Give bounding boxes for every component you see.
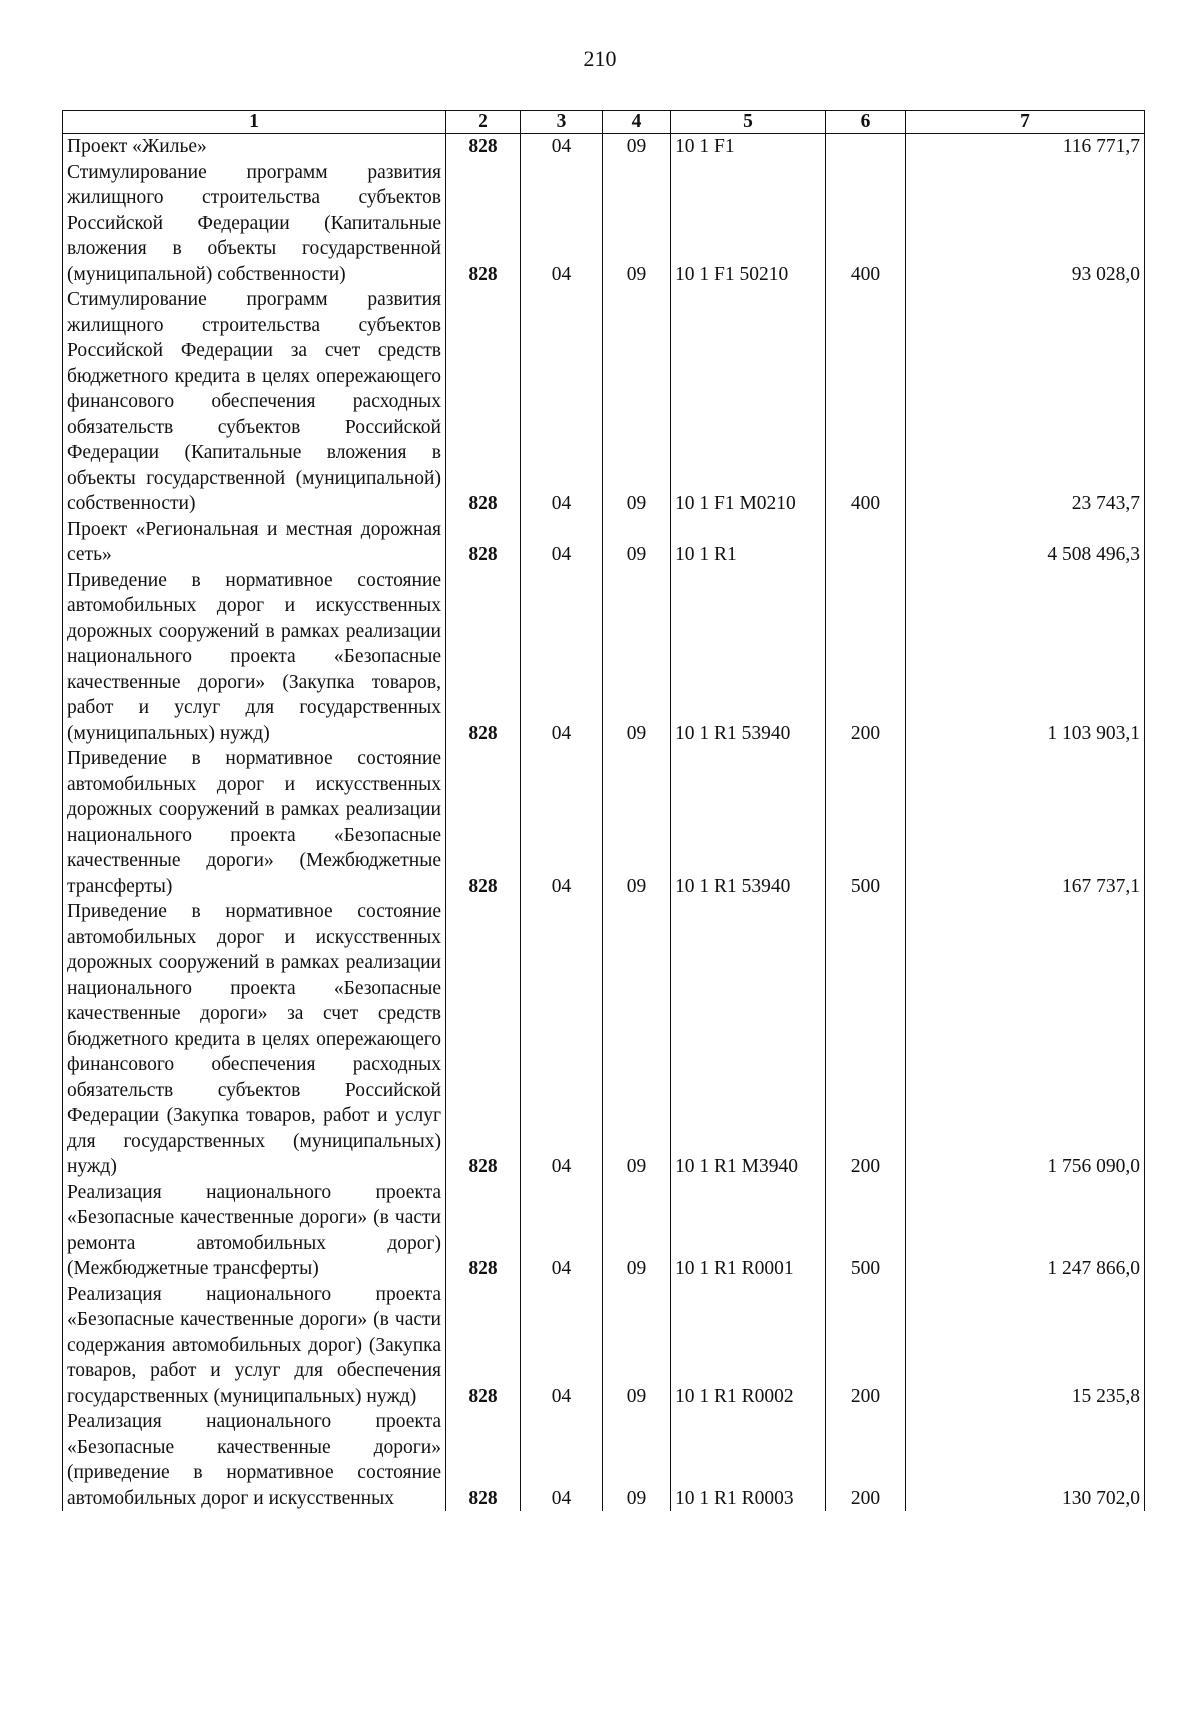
cell-amount: 130 702,0 (906, 1409, 1145, 1511)
cell-subsection: 09 (603, 1282, 671, 1410)
cell-ministry-code: 828 (446, 134, 521, 160)
cell-amount: 23 743,7 (906, 287, 1145, 517)
row-name: Стимулирование программ развития жилищного строительства субъектов Российской Федерации за счет средств бюджетного кредита в целях опережающего финансового обеспечения расходных обязательств субъектов Российской Федерации (Капитальные вложения в объекты государственной (муниципальной) собственности) (63, 287, 446, 517)
cell-ministry-code: 828 (446, 287, 521, 517)
cell-subsection: 09 (603, 746, 671, 899)
table-row (63, 1282, 1145, 1410)
cell-expense-type: 500 (826, 746, 906, 899)
table-row (63, 746, 1145, 899)
cell-expense-type: 400 (826, 160, 906, 288)
row-name: Реализация национального проекта «Безопасные качественные дороги» (приведение в нормативное состояние автомобильных дорог и искусственных (63, 1409, 446, 1511)
page-number: 210 (583, 46, 617, 71)
cell-section: 04 (521, 1180, 603, 1282)
row-name: Проект «Региональная и местная дорожная сеть» (63, 517, 446, 568)
cell-ministry-code: 828 (446, 160, 521, 288)
cell-target-article: 10 1 R1 R0002 (671, 1282, 826, 1410)
cell-amount: 4 508 496,3 (906, 517, 1145, 568)
cell-expense-type: 200 (826, 899, 906, 1180)
cell-expense-type: 200 (826, 568, 906, 747)
cell-section: 04 (521, 899, 603, 1180)
column-header: 7 (906, 111, 1145, 134)
cell-ministry-code: 828 (446, 746, 521, 899)
row-name: Приведение в нормативное состояние автомобильных дорог и искусственных дорожных сооружений в рамках реализации национального проекта «Безопасные качественные дороги» (Межбюджетные трансферты) (63, 746, 446, 899)
cell-target-article: 10 1 F1 50210 (671, 160, 826, 288)
cell-subsection: 09 (603, 568, 671, 747)
cell-subsection: 09 (603, 517, 671, 568)
cell-amount: 1 756 090,0 (906, 899, 1145, 1180)
table-row (63, 287, 1145, 517)
cell-section: 04 (521, 746, 603, 899)
cell-expense-type (826, 517, 906, 568)
table-row (63, 134, 1145, 160)
cell-subsection: 09 (603, 160, 671, 288)
cell-amount: 167 737,1 (906, 746, 1145, 899)
row-name: Реализация национального проекта «Безопасные качественные дороги» (в части ремонта автомобильных дорог) (Межбюджетные трансферты) (63, 1180, 446, 1282)
cell-subsection: 09 (603, 287, 671, 517)
cell-section: 04 (521, 134, 603, 160)
column-header: 4 (603, 111, 671, 134)
table-row (63, 899, 1145, 1180)
column-header: 6 (826, 111, 906, 134)
cell-subsection: 09 (603, 899, 671, 1180)
cell-ministry-code: 828 (446, 517, 521, 568)
cell-target-article: 10 1 R1 M3940 (671, 899, 826, 1180)
cell-target-article: 10 1 R1 R0003 (671, 1409, 826, 1511)
column-header: 1 (63, 111, 446, 134)
cell-section: 04 (521, 517, 603, 568)
cell-section: 04 (521, 160, 603, 288)
cell-section: 04 (521, 568, 603, 747)
cell-amount: 93 028,0 (906, 160, 1145, 288)
row-name: Стимулирование программ развития жилищного строительства субъектов Российской Федерации (Капитальные вложения в объекты государственной (муниципальной) собственности) (63, 160, 446, 288)
cell-amount: 1 247 866,0 (906, 1180, 1145, 1282)
cell-ministry-code: 828 (446, 568, 521, 747)
cell-section: 04 (521, 287, 603, 517)
column-header: 2 (446, 111, 521, 134)
row-name: Приведение в нормативное состояние автомобильных дорог и искусственных дорожных сооружений в рамках реализации национального проекта «Безопасные качественные дороги» за счет средств бюджетного кредита в целях опережающего финансового обеспечения расходных обязательств субъектов Российской Федерации (Закупка товаров, работ и услуг для государственных (муниципальных) нужд) (63, 899, 446, 1180)
column-header: 3 (521, 111, 603, 134)
cell-expense-type: 500 (826, 1180, 906, 1282)
cell-target-article: 10 1 R1 53940 (671, 568, 826, 747)
cell-subsection: 09 (603, 134, 671, 160)
budget-table (62, 110, 1145, 1511)
cell-subsection: 09 (603, 1180, 671, 1282)
cell-target-article: 10 1 R1 (671, 517, 826, 568)
cell-amount: 116 771,7 (906, 134, 1145, 160)
cell-ministry-code: 828 (446, 1180, 521, 1282)
cell-target-article: 10 1 F1 M0210 (671, 287, 826, 517)
cell-target-article: 10 1 R1 53940 (671, 746, 826, 899)
cell-expense-type: 400 (826, 287, 906, 517)
cell-expense-type: 200 (826, 1409, 906, 1511)
table-row (63, 160, 1145, 288)
cell-amount: 1 103 903,1 (906, 568, 1145, 747)
column-header: 5 (671, 111, 826, 134)
cell-subsection: 09 (603, 1409, 671, 1511)
cell-ministry-code: 828 (446, 899, 521, 1180)
cell-target-article: 10 1 R1 R0001 (671, 1180, 826, 1282)
cell-section: 04 (521, 1282, 603, 1410)
cell-section: 04 (521, 1409, 603, 1511)
row-name: Реализация национального проекта «Безопасные качественные дороги» (в части содержания автомобильных дорог) (Закупка товаров, работ и услуг для обеспечения государственных (муниципальных) нужд) (63, 1282, 446, 1410)
cell-amount: 15 235,8 (906, 1282, 1145, 1410)
table-row (63, 517, 1145, 568)
cell-expense-type (826, 134, 906, 160)
cell-ministry-code: 828 (446, 1282, 521, 1410)
table-row (63, 568, 1145, 747)
cell-expense-type: 200 (826, 1282, 906, 1410)
table-header-row (63, 111, 1145, 134)
row-name: Проект «Жилье» (63, 134, 446, 160)
cell-target-article: 10 1 F1 (671, 134, 826, 160)
table-row (63, 1409, 1145, 1511)
row-name: Приведение в нормативное состояние автомобильных дорог и искусственных дорожных сооружений в рамках реализации национального проекта «Безопасные качественные дороги» (Закупка товаров, работ и услуг для государственных (муниципальных) нужд) (63, 568, 446, 747)
table-row (63, 1180, 1145, 1282)
cell-ministry-code: 828 (446, 1409, 521, 1511)
